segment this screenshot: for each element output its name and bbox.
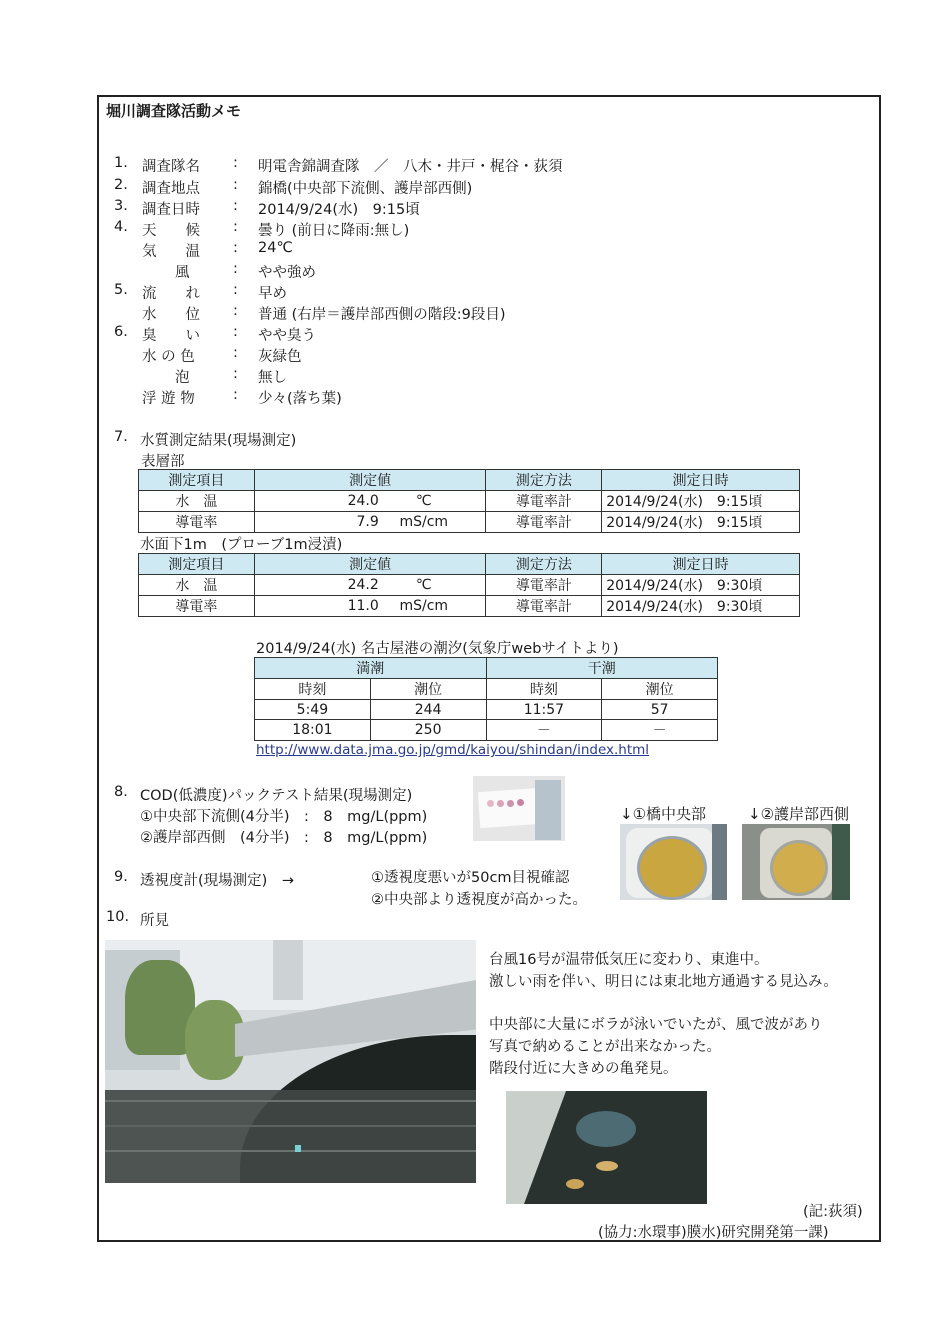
item-label: 臭 い (142, 328, 200, 344)
row-value: 24.0 ℃ (254, 491, 486, 512)
item-value: 錦橋(中央部下流側、護岸部西側) (258, 181, 473, 197)
tide-cell: 18:01 (255, 720, 371, 741)
photo2-caption: ↓②護岸部西側 (748, 805, 850, 823)
photo1-caption: ↓①橋中央部 (620, 805, 707, 823)
item-label: 水 位 (142, 307, 200, 323)
item-colon: : (233, 282, 238, 298)
item-label: 水 の 色 (142, 349, 195, 365)
depth-label: 水面下1m (プローブ1m浸漬) (140, 537, 343, 553)
cooperation-note: (協力:水環事)膜水)研究開発第一課) (598, 1225, 829, 1241)
section9-heading: 透視度計(現場測定) → (140, 873, 294, 889)
tide-low-header: 干潮 (486, 658, 718, 679)
row-datetime: 2014/9/24(水) 9:15頃 (602, 491, 800, 512)
item-colon: : (233, 387, 238, 403)
item-label: 気 温 (142, 244, 200, 260)
item-label: 調査隊名 (142, 159, 200, 175)
item-number: 1. (114, 155, 128, 171)
section10-heading: 所見 (140, 913, 169, 929)
row-method: 導電率計 (486, 491, 602, 512)
row-datetime: 2014/9/24(水) 9:15頃 (602, 512, 800, 533)
item-label: 泡 (175, 370, 190, 386)
section8-number: 8. (114, 784, 128, 800)
surface-label: 表層部 (141, 454, 185, 470)
header-value: 測定値 (254, 470, 486, 491)
header-datetime: 測定日時 (602, 470, 800, 491)
item-label: 浮 遊 物 (142, 391, 195, 407)
surface-table (138, 469, 800, 533)
table-row (255, 700, 718, 720)
item-number: 4. (114, 219, 128, 235)
row-item: 水 温 (139, 575, 255, 596)
item-colon: : (233, 177, 238, 193)
turbidity-note-1: ①透視度悪いが50cm目視確認 (371, 870, 570, 886)
item-number: 3. (114, 198, 128, 214)
item-number: 6. (114, 324, 128, 340)
tide-cell: 5:49 (255, 700, 371, 720)
finding-line-2: 激しい雨を伴い、明日には東北地方通過する見込み。 (489, 974, 838, 990)
table-row (255, 720, 718, 741)
item-number: 2. (114, 177, 128, 193)
header-method: 測定方法 (486, 470, 602, 491)
item-label: 天 候 (142, 223, 200, 239)
item-value: 灰緑色 (258, 349, 302, 365)
header-item: 測定項目 (139, 470, 255, 491)
tide-cell: － (486, 720, 602, 741)
item-colon: : (233, 366, 238, 382)
item-value: 早め (258, 286, 287, 302)
item-value: 無し (258, 370, 287, 386)
finding-line-1: 台風16号が温帯低気圧に変わり、東進中。 (489, 952, 769, 968)
item-value: 24℃ (258, 240, 293, 256)
tide-col-level: 潮位 (602, 679, 718, 700)
header-value: 測定値 (254, 554, 486, 575)
tide-high-header: 満潮 (255, 658, 487, 679)
tide-source-link[interactable]: http://www.data.jma.go.jp/gmd/kaiyou/shindan/index.html (256, 742, 650, 758)
row-value: 11.0 mS/cm (254, 596, 486, 617)
cod-result-2: ②護岸部西側 (4分半) : 8 mg/L(ppm) (140, 830, 428, 846)
tide-title: 2014/9/24(水) 名古屋港の潮汐(気象庁webサイトより) (256, 641, 619, 657)
section7-number: 7. (114, 429, 128, 445)
row-method: 導電率計 (486, 512, 602, 533)
cod-result-1: ①中央部下流側(4分半) : 8 mg/L(ppm) (140, 809, 428, 825)
turtle-photo (506, 1091, 707, 1204)
item-label: 風 (175, 265, 190, 281)
tide-table (254, 657, 718, 741)
row-item: 水 温 (139, 491, 255, 512)
item-value: 少々(落ち葉) (258, 391, 342, 407)
row-method: 導電率計 (486, 596, 602, 617)
turbidity-note-2: ②中央部より透視度が高かった。 (371, 892, 587, 908)
section7-heading: 水質測定結果(現場測定) (140, 433, 297, 449)
row-method: 導電率計 (486, 575, 602, 596)
tide-col-level: 潮位 (370, 679, 486, 700)
tide-cell: 57 (602, 700, 718, 720)
item-label: 調査地点 (142, 181, 200, 197)
author-note: (記:荻須) (803, 1204, 863, 1220)
item-label: 調査日時 (142, 202, 200, 218)
item-value: 2014/9/24(水) 9:15頃 (258, 202, 420, 218)
row-datetime: 2014/9/24(水) 9:30頃 (602, 596, 800, 617)
bridge-photo (105, 940, 476, 1183)
tide-col-time: 時刻 (255, 679, 371, 700)
row-item: 導電率 (139, 512, 255, 533)
tide-cell: 250 (370, 720, 486, 741)
item-colon: : (233, 345, 238, 361)
tide-cell: 11:57 (486, 700, 602, 720)
table-row (139, 596, 800, 617)
packtest-photo (473, 776, 565, 841)
section8-heading: COD(低濃度)パックテスト結果(現場測定) (140, 788, 413, 804)
row-value: 7.9 mS/cm (254, 512, 486, 533)
finding-line-3: 中央部に大量にボラが泳いでいたが、風で波があり (489, 1017, 823, 1033)
item-value: やや臭う (258, 328, 316, 344)
item-colon: : (233, 198, 238, 214)
item-colon: : (233, 324, 238, 340)
item-value: 普通 (右岸＝護岸部西側の階段:9段目) (258, 307, 506, 323)
revetment-west-photo (742, 824, 850, 900)
depth-table (138, 553, 800, 617)
item-colon: : (233, 303, 238, 319)
tide-cell: 244 (370, 700, 486, 720)
item-colon: : (233, 219, 238, 235)
row-item: 導電率 (139, 596, 255, 617)
header-item: 測定項目 (139, 554, 255, 575)
item-value: やや強め (258, 265, 316, 281)
header-datetime: 測定日時 (602, 554, 800, 575)
item-colon: : (233, 155, 238, 171)
finding-line-4: 写真で納めることが出来なかった。 (489, 1039, 721, 1055)
item-value: 明電舎錦調査隊 ／ 八木・井戸・梶谷・荻須 (258, 159, 563, 175)
item-number: 5. (114, 282, 128, 298)
item-colon: : (233, 261, 238, 277)
tide-col-time: 時刻 (486, 679, 602, 700)
section9-number: 9. (114, 869, 128, 885)
row-value: 24.2 ℃ (254, 575, 486, 596)
item-colon: : (233, 240, 238, 256)
page-title: 堀川調査隊活動メモ (106, 102, 242, 120)
bridge-center-photo (620, 824, 727, 900)
row-datetime: 2014/9/24(水) 9:30頃 (602, 575, 800, 596)
item-label: 流 れ (142, 286, 200, 302)
table-row (139, 491, 800, 512)
header-method: 測定方法 (486, 554, 602, 575)
item-value: 曇り (前日に降雨:無し) (258, 223, 410, 239)
table-row (139, 575, 800, 596)
tide-cell: － (602, 720, 718, 741)
finding-line-5: 階段付近に大きめの亀発見。 (489, 1061, 678, 1077)
section10-number: 10. (106, 909, 130, 925)
table-row (139, 512, 800, 533)
